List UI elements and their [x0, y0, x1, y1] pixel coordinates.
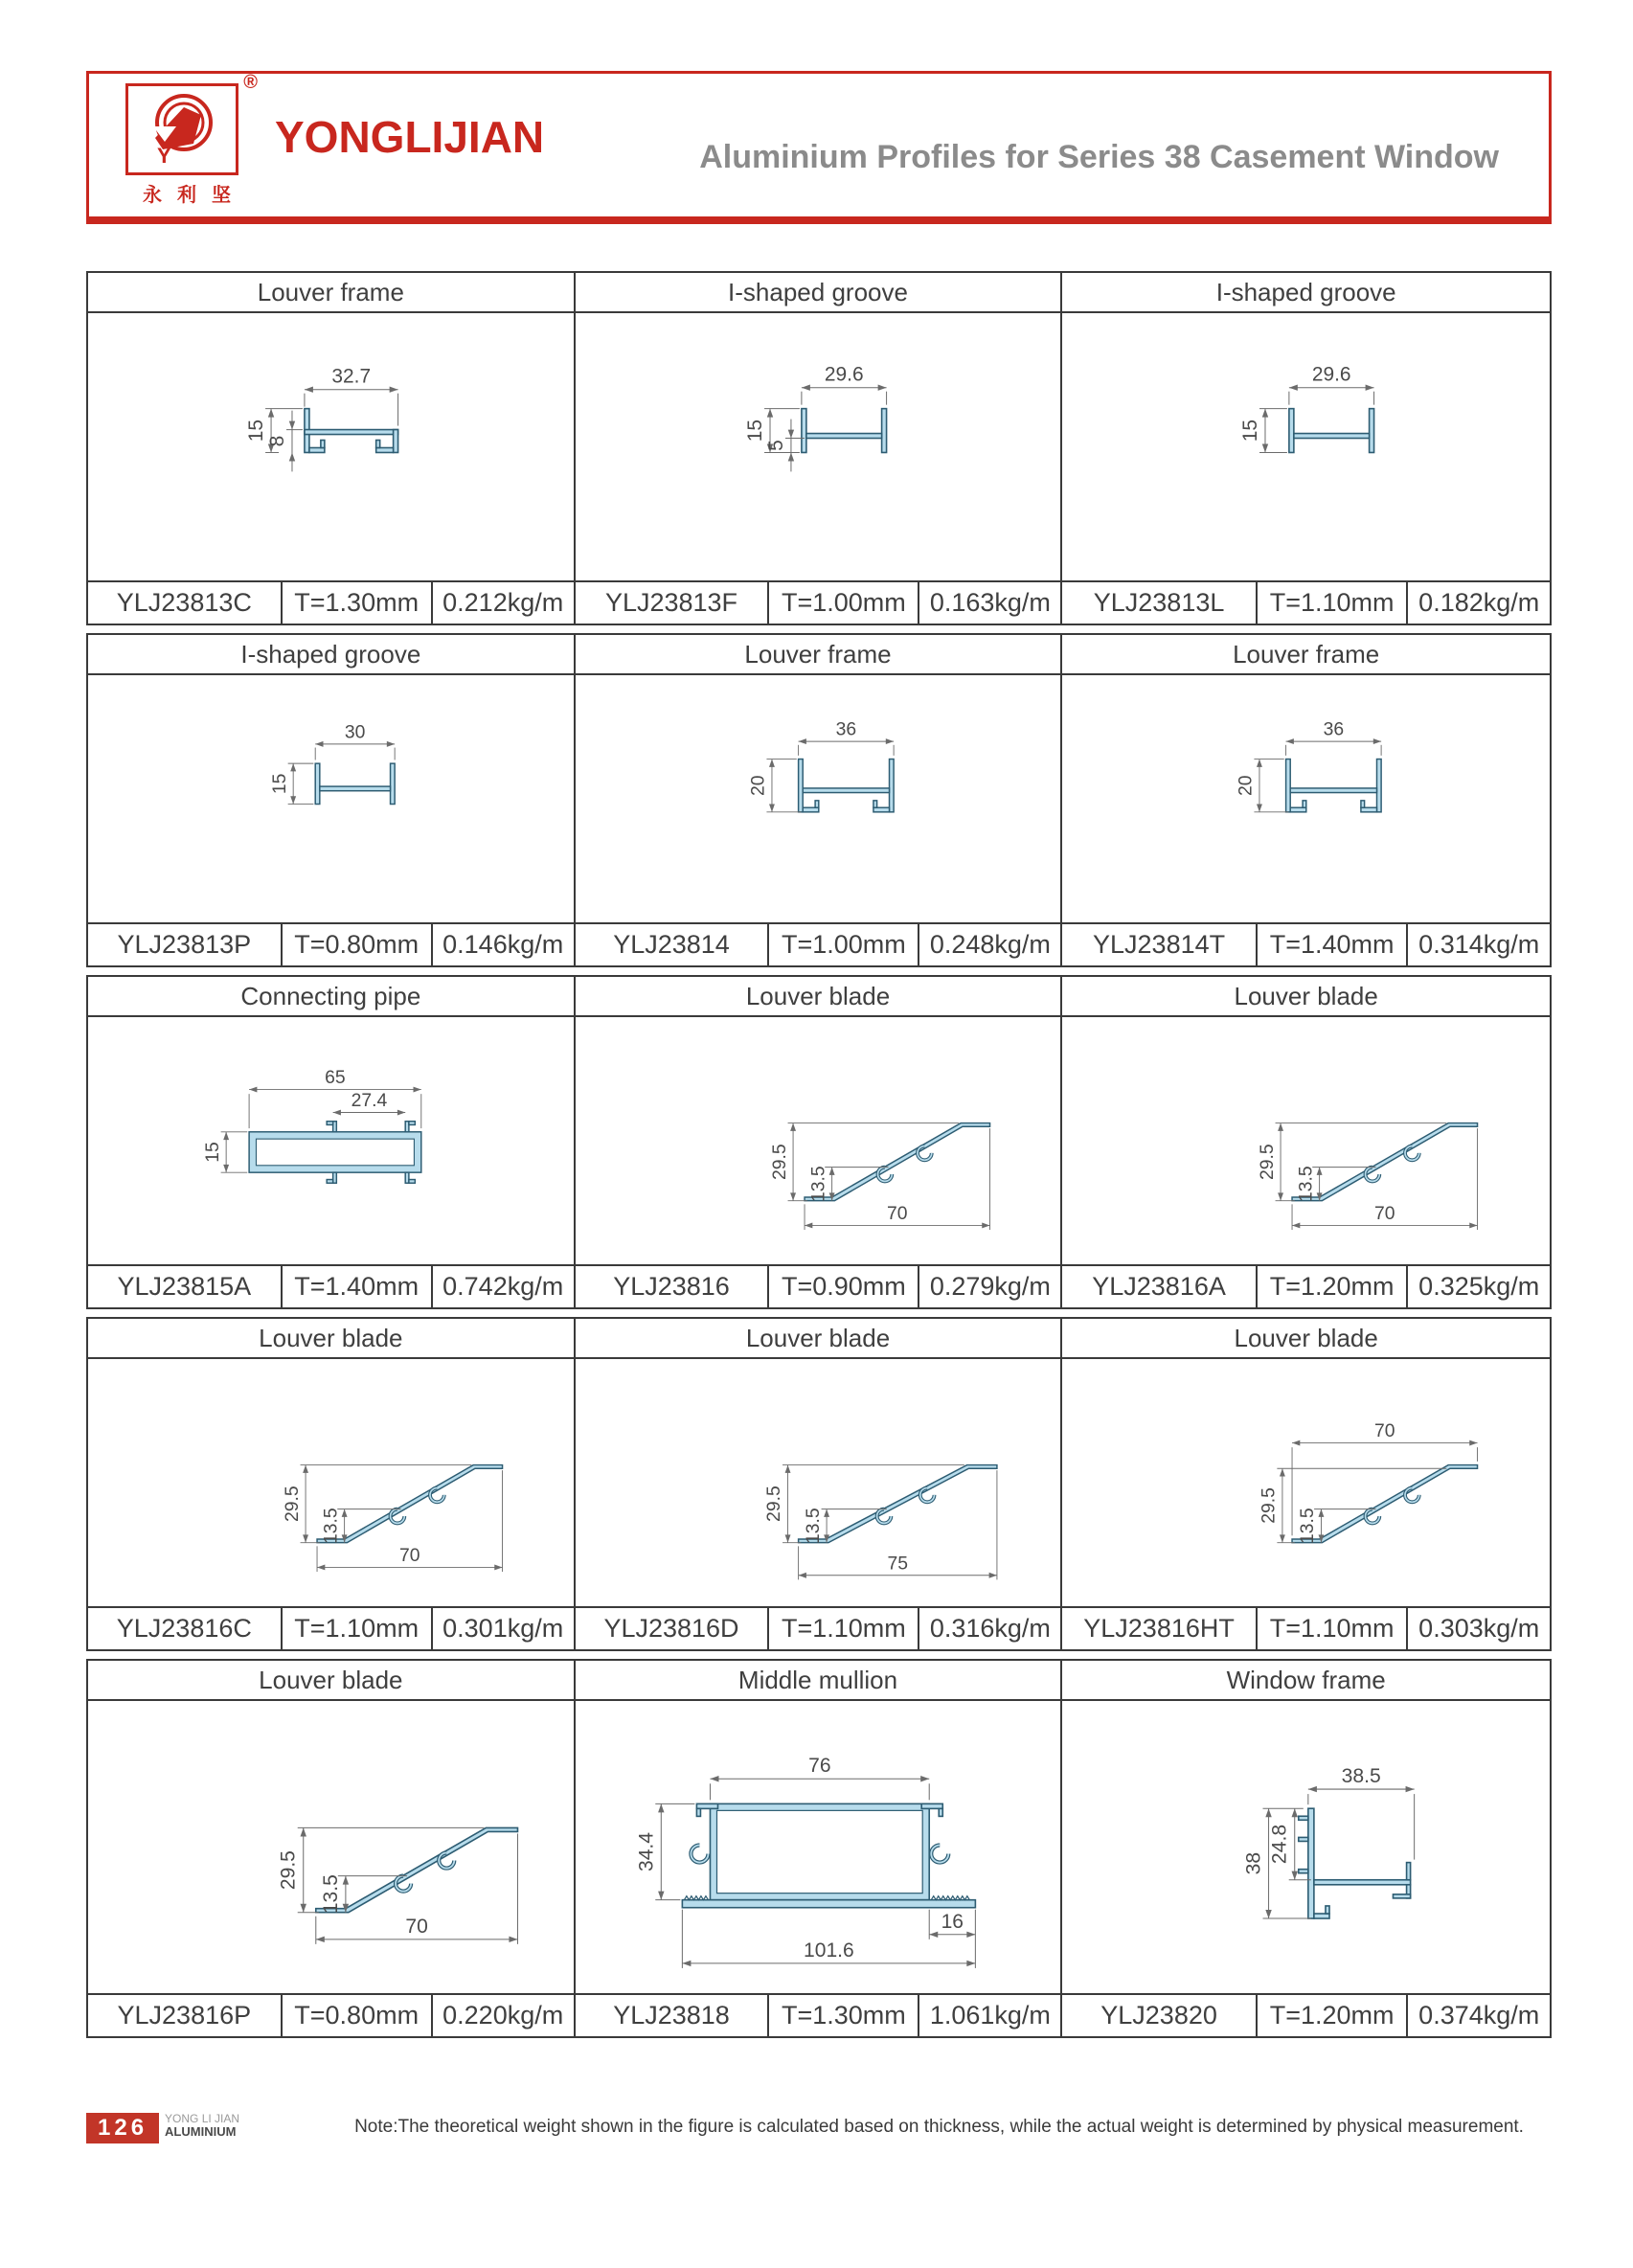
profile-type-title: Louver frame [576, 635, 1061, 675]
profile-model: YLJ23816D [576, 1608, 770, 1649]
profile-drawing [576, 313, 1061, 580]
profile-type-title: Louver frame [88, 273, 574, 313]
footer-brand-line1: YONG LI JIAN [165, 2112, 240, 2125]
profile-thickness: T=1.20mm [1258, 1995, 1409, 2036]
profile-type-title: Connecting pipe [88, 977, 574, 1017]
profile-drawing [88, 675, 574, 922]
profile-spec-row [1062, 580, 1550, 624]
profile-cross-section [1062, 1359, 1550, 1606]
profile-drawing [1062, 313, 1550, 580]
profile-cross-section [88, 1359, 574, 1606]
profile-weight: 1.061kg/m [929, 2001, 1051, 2030]
profile-thickness: T=1.10mm [769, 1608, 919, 1649]
profile-block [86, 271, 1552, 625]
profile-cell [576, 635, 1063, 965]
profile-spec-row [576, 1606, 1061, 1649]
profile-model: YLJ23815A [88, 1266, 283, 1307]
profile-drawing [1062, 675, 1550, 922]
profile-weight: 0.220kg/m [442, 2001, 564, 2030]
profile-drawing [1062, 1701, 1550, 1993]
page-header [86, 71, 1552, 224]
svg-text:20: 20 [1236, 775, 1258, 796]
svg-text:27.4: 27.4 [351, 1090, 388, 1112]
profile-weight: 0.146kg/m [442, 930, 564, 959]
profile-cell [576, 1661, 1063, 2036]
brand-name: YONGLIJIAN [275, 111, 545, 162]
svg-text:8: 8 [266, 435, 289, 447]
profile-thickness: T=1.30mm [769, 1995, 919, 2036]
svg-text:13.5: 13.5 [1295, 1166, 1317, 1202]
svg-text:5: 5 [764, 440, 787, 451]
profile-cross-section [1062, 1017, 1550, 1264]
svg-text:Y: Y [157, 144, 171, 168]
profile-model: YLJ23820 [1062, 1995, 1257, 2036]
profile-cell [1062, 635, 1550, 965]
profile-cell [1062, 1661, 1550, 2036]
profile-weight: 0.325kg/m [1418, 1272, 1540, 1301]
profile-model: YLJ23816A [1062, 1266, 1257, 1307]
profile-weight: 0.316kg/m [929, 1614, 1051, 1643]
profile-weight: 0.279kg/m [929, 1272, 1051, 1301]
svg-text:76: 76 [807, 1755, 831, 1778]
svg-text:70: 70 [1374, 1203, 1395, 1225]
svg-text:38.5: 38.5 [1342, 1765, 1382, 1788]
profile-spec-row [1062, 1993, 1550, 2036]
profile-cell [88, 977, 576, 1307]
profile-thickness: T=0.90mm [769, 1266, 919, 1307]
profile-model: YLJ23816C [88, 1608, 283, 1649]
profile-block [86, 975, 1552, 1309]
svg-text:15: 15 [268, 773, 290, 795]
svg-text:15: 15 [743, 419, 766, 442]
profile-drawing [1062, 1017, 1550, 1264]
profile-block [86, 1659, 1552, 2038]
profile-type-title: I-shaped groove [88, 635, 574, 675]
profile-model: YLJ23813P [88, 924, 283, 965]
svg-text:29.5: 29.5 [1257, 1144, 1279, 1180]
profile-type-title: Louver blade [88, 1319, 574, 1359]
profile-cross-section [88, 675, 574, 922]
svg-text:29.5: 29.5 [768, 1144, 790, 1180]
svg-text:34.4: 34.4 [634, 1832, 657, 1872]
svg-text:13.5: 13.5 [319, 1874, 342, 1915]
catalog-page [86, 71, 1552, 2143]
profile-spec-row [576, 1264, 1061, 1307]
profile-type-title: Louver frame [1062, 635, 1550, 675]
svg-text:13.5: 13.5 [320, 1508, 342, 1544]
profile-weight: 0.182kg/m [1418, 588, 1540, 617]
profile-block [86, 1317, 1552, 1651]
page-title: Aluminium Profiles for Series 38 Casement Window [699, 139, 1499, 175]
profile-cross-section [576, 1701, 1061, 1993]
profile-cross-section [88, 1701, 574, 1993]
profile-thickness: T=0.80mm [283, 1995, 433, 2036]
profile-cell [88, 1661, 576, 2036]
profile-thickness: T=1.10mm [283, 1608, 433, 1649]
profile-weight: 0.314kg/m [1418, 930, 1540, 959]
profile-weight: 0.374kg/m [1418, 2001, 1540, 2030]
profile-grid [86, 271, 1552, 2038]
svg-text:16: 16 [941, 1910, 964, 1933]
svg-text:36: 36 [835, 718, 856, 740]
profile-spec-row [88, 1606, 574, 1649]
profile-drawing [88, 1701, 574, 1993]
profile-thickness: T=1.00mm [769, 924, 919, 965]
profile-cell [1062, 977, 1550, 1307]
profile-cell [1062, 1319, 1550, 1649]
profile-model: YLJ23816 [576, 1266, 770, 1307]
profile-cell [88, 635, 576, 965]
profile-drawing [576, 1701, 1061, 1993]
profile-spec-row [88, 1264, 574, 1307]
profile-cross-section [88, 313, 574, 580]
profile-drawing [576, 1359, 1061, 1606]
profile-type-title: Middle mullion [576, 1661, 1061, 1701]
logo-mark-icon [125, 83, 238, 175]
profile-block [86, 633, 1552, 967]
svg-text:13.5: 13.5 [802, 1508, 824, 1544]
profile-thickness: T=1.30mm [283, 582, 433, 624]
profile-spec-row [576, 580, 1061, 624]
svg-text:20: 20 [747, 775, 769, 796]
profile-cross-section [576, 675, 1061, 922]
profile-cell [576, 1319, 1063, 1649]
profile-weight: 0.301kg/m [442, 1614, 564, 1643]
svg-text:32.7: 32.7 [331, 365, 372, 388]
profile-spec-row [576, 922, 1061, 965]
svg-text:29.6: 29.6 [1312, 363, 1351, 386]
profile-drawing [88, 1359, 574, 1606]
profile-type-title: Window frame [1062, 1661, 1550, 1701]
profile-drawing [576, 1017, 1061, 1264]
profile-thickness: T=1.20mm [1258, 1266, 1409, 1307]
svg-text:29.5: 29.5 [277, 1850, 300, 1891]
profile-weight: 0.248kg/m [929, 930, 1051, 959]
svg-text:70: 70 [405, 1915, 428, 1938]
svg-text:101.6: 101.6 [803, 1939, 854, 1962]
logo-swirl-icon [134, 90, 230, 169]
profile-spec-row [88, 580, 574, 624]
svg-text:38: 38 [1242, 1851, 1265, 1875]
page-footer [86, 2113, 1552, 2143]
profile-cell [576, 977, 1063, 1307]
profile-cross-section [88, 1017, 574, 1264]
profile-drawing [88, 313, 574, 580]
profile-thickness: T=1.00mm [769, 582, 919, 624]
profile-thickness: T=1.10mm [1258, 582, 1409, 624]
profile-cross-section [1062, 675, 1550, 922]
profile-cross-section [1062, 313, 1550, 580]
profile-cross-section [1062, 1701, 1550, 1993]
profile-cross-section [576, 1359, 1061, 1606]
profile-type-title: Louver blade [1062, 1319, 1550, 1359]
svg-text:29.5: 29.5 [281, 1486, 303, 1522]
registered-mark: ® [243, 72, 258, 93]
profile-cross-section [576, 1017, 1061, 1264]
svg-text:70: 70 [1374, 1420, 1395, 1442]
profile-drawing [88, 1017, 574, 1264]
profile-model: YLJ23816HT [1062, 1608, 1257, 1649]
profile-model: YLJ23813F [576, 582, 770, 624]
profile-spec-row [88, 1993, 574, 2036]
profile-type-title: Louver blade [576, 1319, 1061, 1359]
profile-model: YLJ23814T [1062, 924, 1257, 965]
profile-cell [88, 273, 576, 624]
profile-type-title: Louver blade [88, 1661, 574, 1701]
profile-cross-section [576, 313, 1061, 580]
profile-thickness: T=1.10mm [1258, 1608, 1409, 1649]
footer-brand [165, 2113, 239, 2138]
profile-weight: 0.303kg/m [1418, 1614, 1540, 1643]
svg-text:65: 65 [325, 1067, 346, 1089]
svg-text:29.6: 29.6 [824, 363, 864, 386]
profile-cell [1062, 273, 1550, 624]
profile-spec-row [88, 922, 574, 965]
brand-logo [125, 72, 258, 207]
profile-model: YLJ23813C [88, 582, 283, 624]
svg-text:29.5: 29.5 [1258, 1487, 1280, 1524]
svg-text:70: 70 [399, 1545, 420, 1567]
svg-text:30: 30 [344, 721, 366, 743]
profile-type-title: I-shaped groove [1062, 273, 1550, 313]
profile-model: YLJ23816P [88, 1995, 283, 2036]
profile-model: YLJ23818 [576, 1995, 770, 2036]
footer-brand-line2: ALUMINIUM [165, 2123, 237, 2139]
profile-drawing [1062, 1359, 1550, 1606]
profile-drawing [576, 675, 1061, 922]
profile-spec-row [1062, 922, 1550, 965]
profile-model: YLJ23813L [1062, 582, 1257, 624]
profile-model: YLJ23814 [576, 924, 770, 965]
profile-type-title: I-shaped groove [576, 273, 1061, 313]
svg-text:15: 15 [1239, 419, 1262, 442]
profile-spec-row [1062, 1606, 1550, 1649]
svg-text:15: 15 [201, 1142, 223, 1163]
svg-text:13.5: 13.5 [1297, 1508, 1319, 1544]
profile-type-title: Louver blade [576, 977, 1061, 1017]
svg-text:15: 15 [245, 419, 268, 442]
profile-cell [88, 1319, 576, 1649]
svg-text:36: 36 [1323, 718, 1345, 740]
page-number-badge: 126 [86, 2113, 159, 2143]
svg-text:24.8: 24.8 [1269, 1824, 1292, 1865]
profile-weight: 0.163kg/m [929, 588, 1051, 617]
profile-cell [576, 273, 1063, 624]
svg-text:29.5: 29.5 [762, 1486, 784, 1522]
svg-text:75: 75 [887, 1553, 908, 1575]
profile-weight: 0.212kg/m [442, 588, 564, 617]
profile-spec-row [1062, 1264, 1550, 1307]
profile-thickness: T=1.40mm [1258, 924, 1409, 965]
profile-thickness: T=1.40mm [283, 1266, 433, 1307]
svg-text:13.5: 13.5 [806, 1166, 828, 1202]
svg-text:70: 70 [886, 1203, 908, 1225]
profile-thickness: T=0.80mm [283, 924, 433, 965]
profile-type-title: Louver blade [1062, 977, 1550, 1017]
profile-spec-row [576, 1993, 1061, 2036]
brand-chinese: 永利坚 [143, 185, 246, 206]
profile-weight: 0.742kg/m [442, 1272, 564, 1301]
footnote: Note:The theoretical weight shown in the figure is calculated based on thickness, while the actual weight is determined by physical measurement. [354, 2117, 1524, 2137]
